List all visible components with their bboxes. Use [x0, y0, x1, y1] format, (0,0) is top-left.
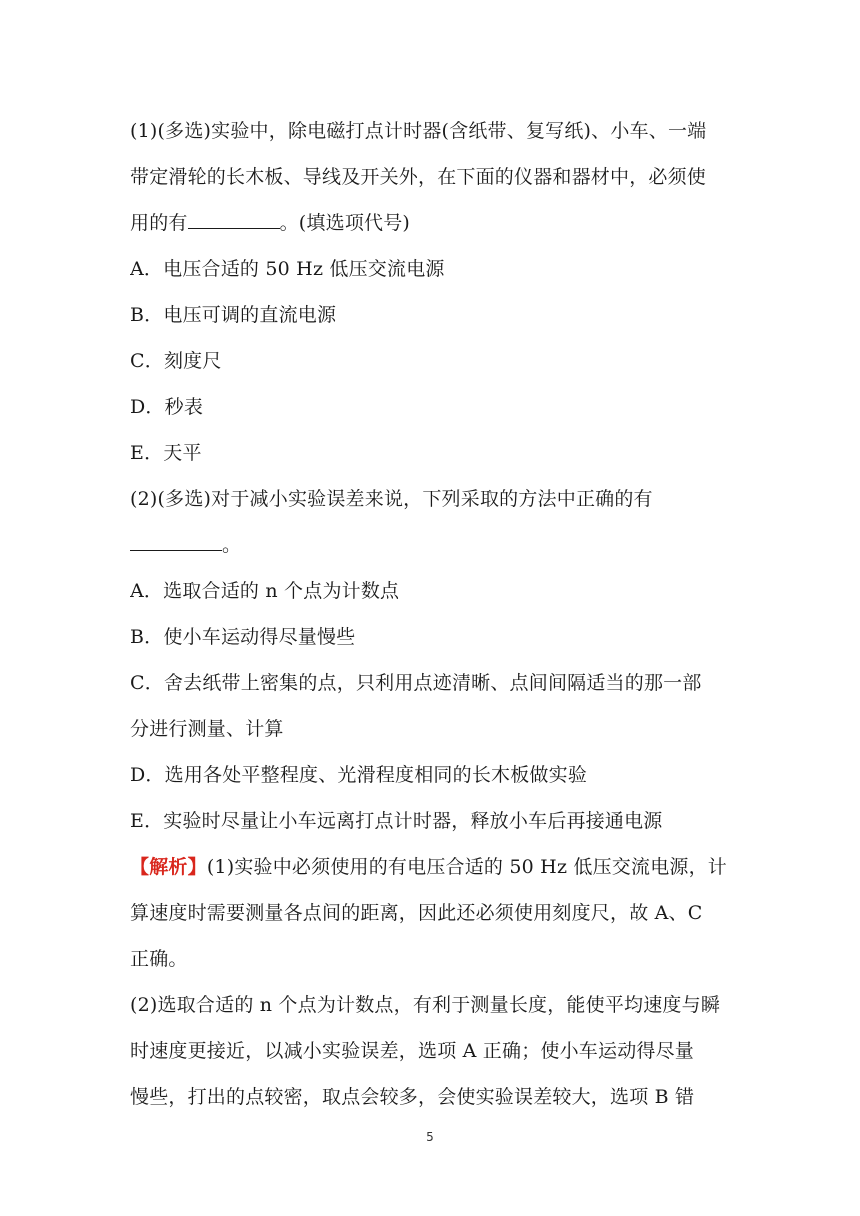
- answer-blank-1: [188, 202, 280, 229]
- question-1-line-3-suffix: 。(填选项代号): [279, 212, 411, 234]
- question-1-line-3: [130, 200, 736, 246]
- answer-blank-2: [130, 524, 222, 551]
- q2-option-a: A．选取合适的 n 个点为计数点: [130, 580, 400, 602]
- page-content: [130, 108, 736, 1120]
- analysis-tag: 【解析】: [130, 856, 207, 878]
- q2-option-c-line-1: C．舍去纸带上密集的点，只利用点迹清晰、点间间隔适当的那一部: [130, 672, 702, 694]
- question-2-line-2-suffix: 。: [222, 534, 242, 556]
- analysis-line-5: 时速度更接近，以减小实验误差，选项 A 正确；使小车运动得尽量: [130, 1040, 695, 1062]
- analysis-line-3: 正确。: [130, 948, 188, 970]
- q2-option-b: B．使小车运动得尽量慢些: [130, 626, 356, 648]
- question-2-line-2: [130, 522, 736, 568]
- q1-option-d: D．秒表: [130, 396, 204, 418]
- analysis-line-6: 慢些，打出的点较密，取点会较多，会使实验误差较大，选项 B 错: [130, 1086, 695, 1108]
- analysis-line-1-text: (1)实验中必须使用的有电压合适的 50 Hz 低压交流电源，计: [206, 856, 728, 878]
- q1-option-b: B．电压可调的直流电源: [130, 304, 337, 326]
- question-1-line-1: (1)(多选)实验中，除电磁打点计时器(含纸带、复写纸)、小车、一端: [130, 120, 707, 142]
- q1-option-e: E．天平: [130, 442, 202, 464]
- question-1-line-2: 带定滑轮的长木板、导线及开关外，在下面的仪器和器材中，必须使: [130, 166, 707, 188]
- question-2-line-1: (2)(多选)对于减小实验误差来说，下列采取的方法中正确的有: [130, 488, 653, 510]
- q2-option-d: D．选用各处平整程度、光滑程度相同的长木板做实验: [130, 764, 588, 786]
- q1-option-c: C．刻度尺: [130, 350, 222, 372]
- analysis-line-1: [130, 844, 736, 890]
- page-number: 5: [426, 1130, 434, 1144]
- q2-option-e: E．实验时尽量让小车远离打点计时器，释放小车后再接通电源: [130, 810, 663, 832]
- analysis-line-4: (2)选取合适的 n 个点为计数点，有利于测量长度，能使平均速度与瞬: [130, 994, 721, 1016]
- q2-option-c-line-2: 分进行测量、计算: [130, 718, 284, 740]
- q1-option-a: A．电压合适的 50 Hz 低压交流电源: [130, 258, 445, 280]
- question-1-line-3-prefix: 用的有: [130, 212, 188, 234]
- analysis-line-2: 算速度时需要测量各点间的距离，因此还必须使用刻度尺，故 A、C: [130, 902, 703, 924]
